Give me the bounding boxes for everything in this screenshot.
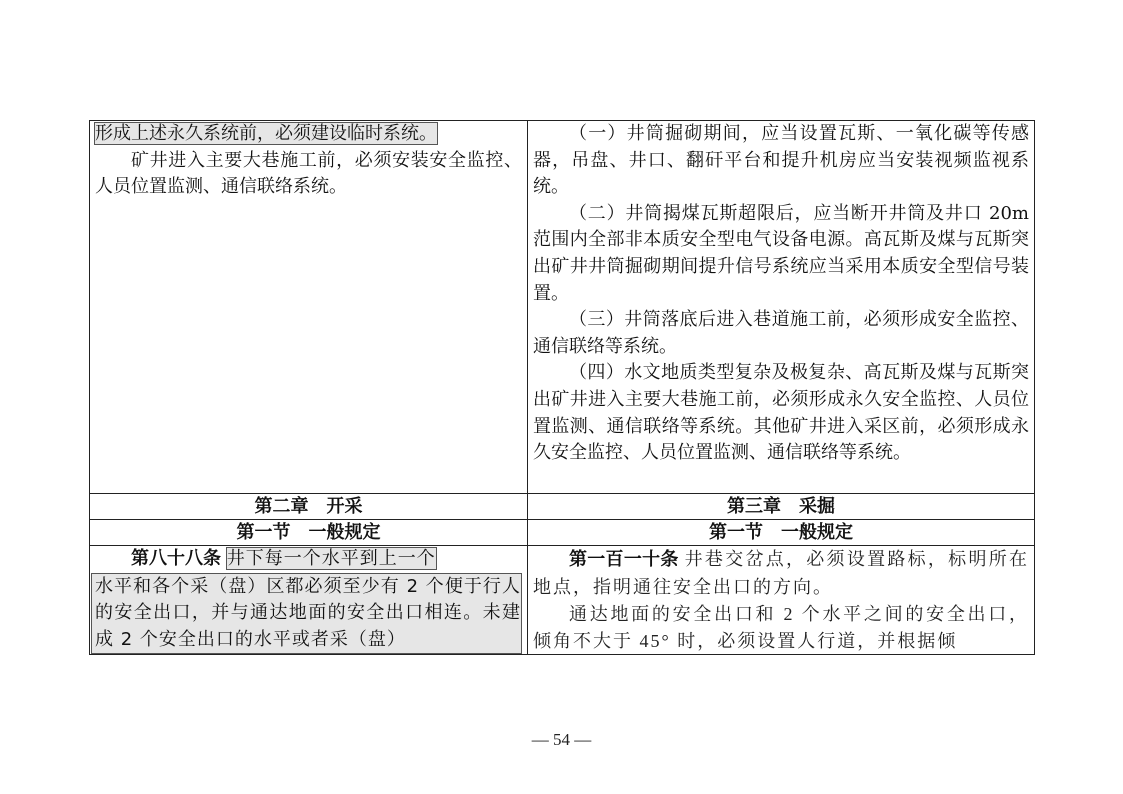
table-row [90, 494, 1035, 520]
highlighted-text: 形成上述永久系统前，必须建设临时系统。 [95, 123, 437, 144]
table-row [90, 121, 1035, 494]
page-number: — 54 — [531, 730, 592, 749]
right-bottom-cell [528, 546, 1035, 655]
right-item-3: （三）井筒落底后进入巷道施工前，必须形成安全监控、通信联络等系统。 [533, 309, 1029, 357]
highlighted-text: 井下每一个水平到上一个 [226, 548, 436, 569]
right-top-cell [528, 121, 1035, 494]
highlighted-text: 水平和各个采（盘）区都必须至少有 2 个便于行人的安全出口，并与通达地面的安全出口相连。未建成 2 个安全出口的水平或者采（盘） [91, 573, 522, 655]
article-number-left: 第八十八条 [131, 548, 221, 569]
section-heading-left: 第一节 一般规定 [90, 520, 528, 546]
article-number-right: 第一百一十条 [569, 549, 679, 570]
right-item-1: （一）井筒掘砌期间，应当设置瓦斯、一氧化碳等传感器，吊盘、井口、翻矸平台和提升机房应当安装视频监视系统。 [533, 123, 1029, 198]
left-bottom-cell [90, 546, 528, 655]
comparison-table [89, 120, 1035, 655]
left-top-cell [90, 121, 528, 494]
section-heading-right: 第一节 一般规定 [528, 520, 1035, 546]
left-paragraph: 矿井进入主要大巷施工前，必须安装安全监控、人员位置监测、通信联络系统。 [95, 149, 522, 198]
article-text: 通达地面的安全出口和 2 个水平之间的安全出口，倾角不大于 45° 时，必须设置人行道，并根据倾 [533, 604, 1029, 651]
right-item-2: （二）井筒揭煤瓦斯超限后，应当断开井筒及井口 20m 范围内全部非本质安全型电气设备电源。高瓦斯及煤与瓦斯突出矿井井筒掘砌期间提升信号系统应当采用本质安全型信号装置。 [533, 202, 1029, 304]
table-row [90, 520, 1035, 546]
article-text: 井巷交岔点，必须设置路标，标明所在地点，指明通往安全出口的方向。 [533, 549, 1029, 597]
chapter-heading-left: 第二章 开采 [90, 494, 528, 520]
right-item-4: （四）水文地质类型复杂及极复杂、高瓦斯及煤与瓦斯突出矿井进入主要大巷施工前，必须形成永久安全监控、人员位置监测、通信联络等系统。其他矿井进入采区前，必须形成永久安全监控、人员位置监测、通信联络等系统。 [533, 362, 1029, 464]
chapter-heading-right: 第三章 采掘 [528, 494, 1035, 520]
table-row [90, 546, 1035, 655]
